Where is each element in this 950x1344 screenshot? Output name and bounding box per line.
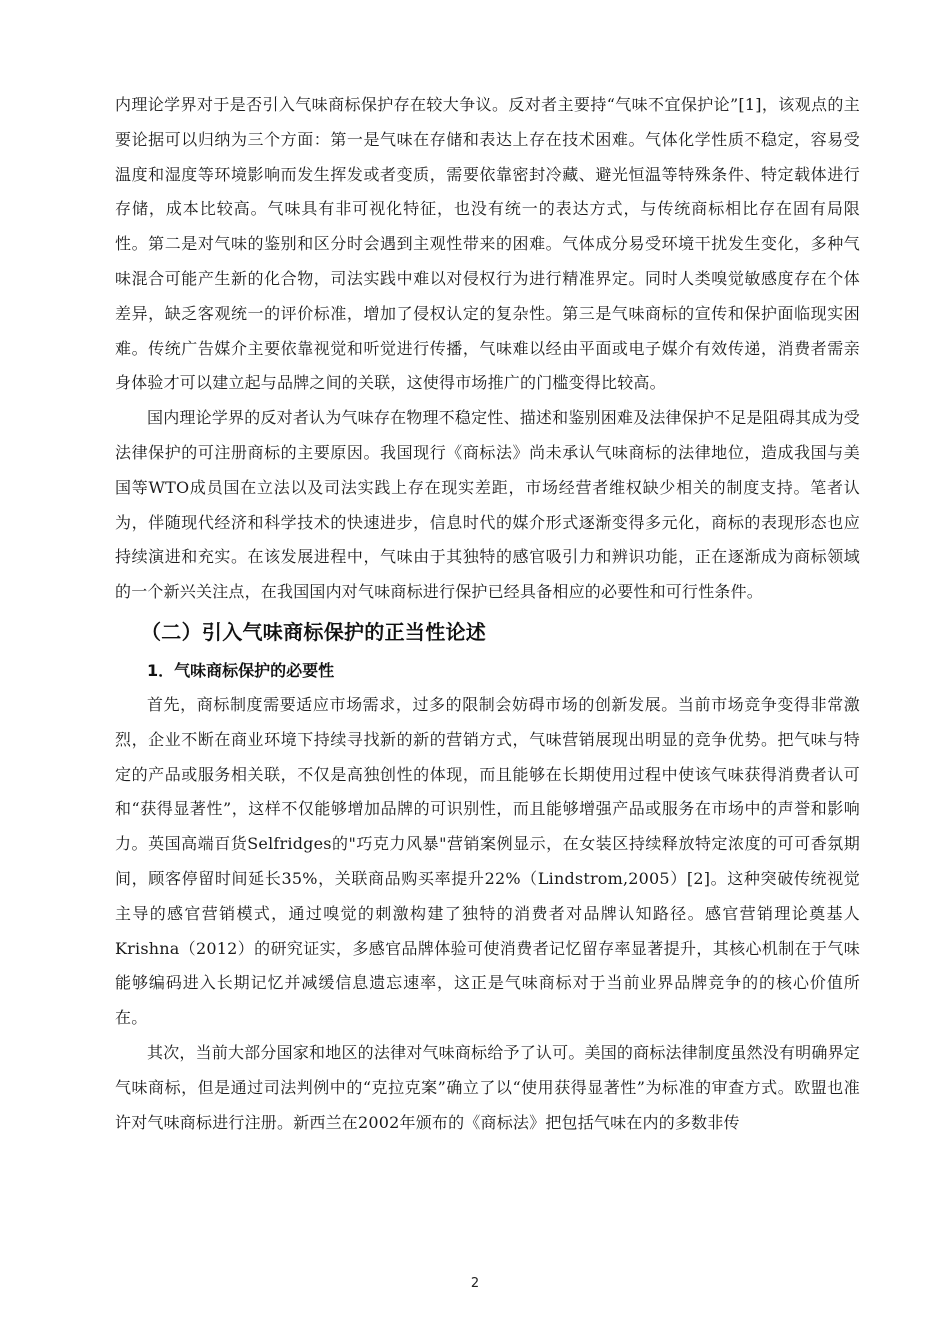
subsection-heading: 1．气味商标保护的必要性 bbox=[147, 660, 335, 680]
body-paragraph-market-demand: 首先，商标制度需要适应市场需求，过多的限制会妨碍市场的创新发展。当前市场竞争变得非常激烈，企业不断在商业环境下持续寻找新的新的营销方式，气味营销展现出明显的竞争优势。把气味与特定的产品或服务相关联，不仅是高独创性的体现，而且能够在长期使用过程中使该气味获得消费者认可和“获得显著性”，这样不仅能够增加品牌的可识别性，而且能够增强产品或服务在市场中的声誉和影响力。英国高端百货Selfridges的"巧克力风暴"营销案例显示，在女装区持续释放特定浓度的可可香氛期间，顾客停留时间延长35%，关联商品购买率提升22%（Lindstrom,2005）[2]。这种突破传统视觉主导的感官营销模式，通过嗅觉的刺激构建了独特的消费者对品牌认知路径。感官营销理论奠基人Krishna（2012）的研究证实，多感官品牌体验可使消费者记忆留存率显著提升，其核心机制在于气味能够编码进入长期记忆并减缓信息遗忘速率，这正是气味商标对于当前业界品牌竞争的的核心价值所在。 bbox=[115, 694, 860, 1028]
section-heading: （二）引入气味商标保护的正当性论述 bbox=[141, 619, 487, 644]
body-paragraph-opposition-arguments: 内理论学界对于是否引入气味商标保护存在较大争议。反对者主要持“气味不宜保护论”[1]，该观点的主要论据可以归纳为三个方面：第一是气味在存储和表达上存在技术困难。气体化学性质不稳定，容易受温度和湿度等环境影响而发生挥发或者变质，需要依靠密封冷藏、避光恒温等特殊条件、特定载体进行存储，成本比较高。气味具有非可视化特征，也没有统一的表达方式，与传统商标相比存在固有局限性。第二是对气味的鉴别和区分时会遇到主观性带来的困难。气体成分易受环境干扰发生变化，多种气味混合可能产生新的化合物，司法实践中难以对侵权行为进行精准界定。同时人类嗅觉敏感度存在个体差异，缺乏客观统一的评价标准，增加了侵权认定的复杂性。第三是气味商标的宣传和保护面临现实困难。传统广告媒介主要依靠视觉和听觉进行传播，气味难以经由平面或电子媒介有效传递，消费者需亲身体验才可以建立起与品牌之间的关联，这使得市场推广的门槛变得比较高。 bbox=[115, 95, 860, 393]
body-paragraph-legal-recognition: 其次，当前大部分国家和地区的法律对气味商标给予了认可。美国的商标法律制度虽然没有明确界定气味商标，但是通过司法判例中的“克拉克案”确立了以“使用获得显著性”为标准的审查方式。欧盟也准许对气味商标进行注册。新西兰在2002年颁布的《商标法》把包括气味在内的多数非传 bbox=[115, 1042, 860, 1132]
page-body bbox=[115, 88, 860, 1140]
page-number: 2 bbox=[470, 1276, 480, 1291]
body-paragraph-opposition-summary: 国内理论学界的反对者认为气味存在物理不稳定性、描述和鉴别困难及法律保护不足是阻碍其成为受法律保护的可注册商标的主要原因。我国现行《商标法》尚未承认气味商标的法律地位，造成我国与美国等WTO成员国在立法以及司法实践上存在现实差距，市场经营者维权缺少相关的制度支持。笔者认为，伴随现代经济和科学技术的快速进步，信息时代的媒介形式逐渐变得多元化，商标的表现形态也应持续演进和充实。在该发展进程中，气味由于其独特的感官吸引力和辨识功能，正在逐渐成为商标领域的一个新兴关注点，在我国国内对气味商标进行保护已经具备相应的必要性和可行性条件。 bbox=[115, 408, 860, 602]
